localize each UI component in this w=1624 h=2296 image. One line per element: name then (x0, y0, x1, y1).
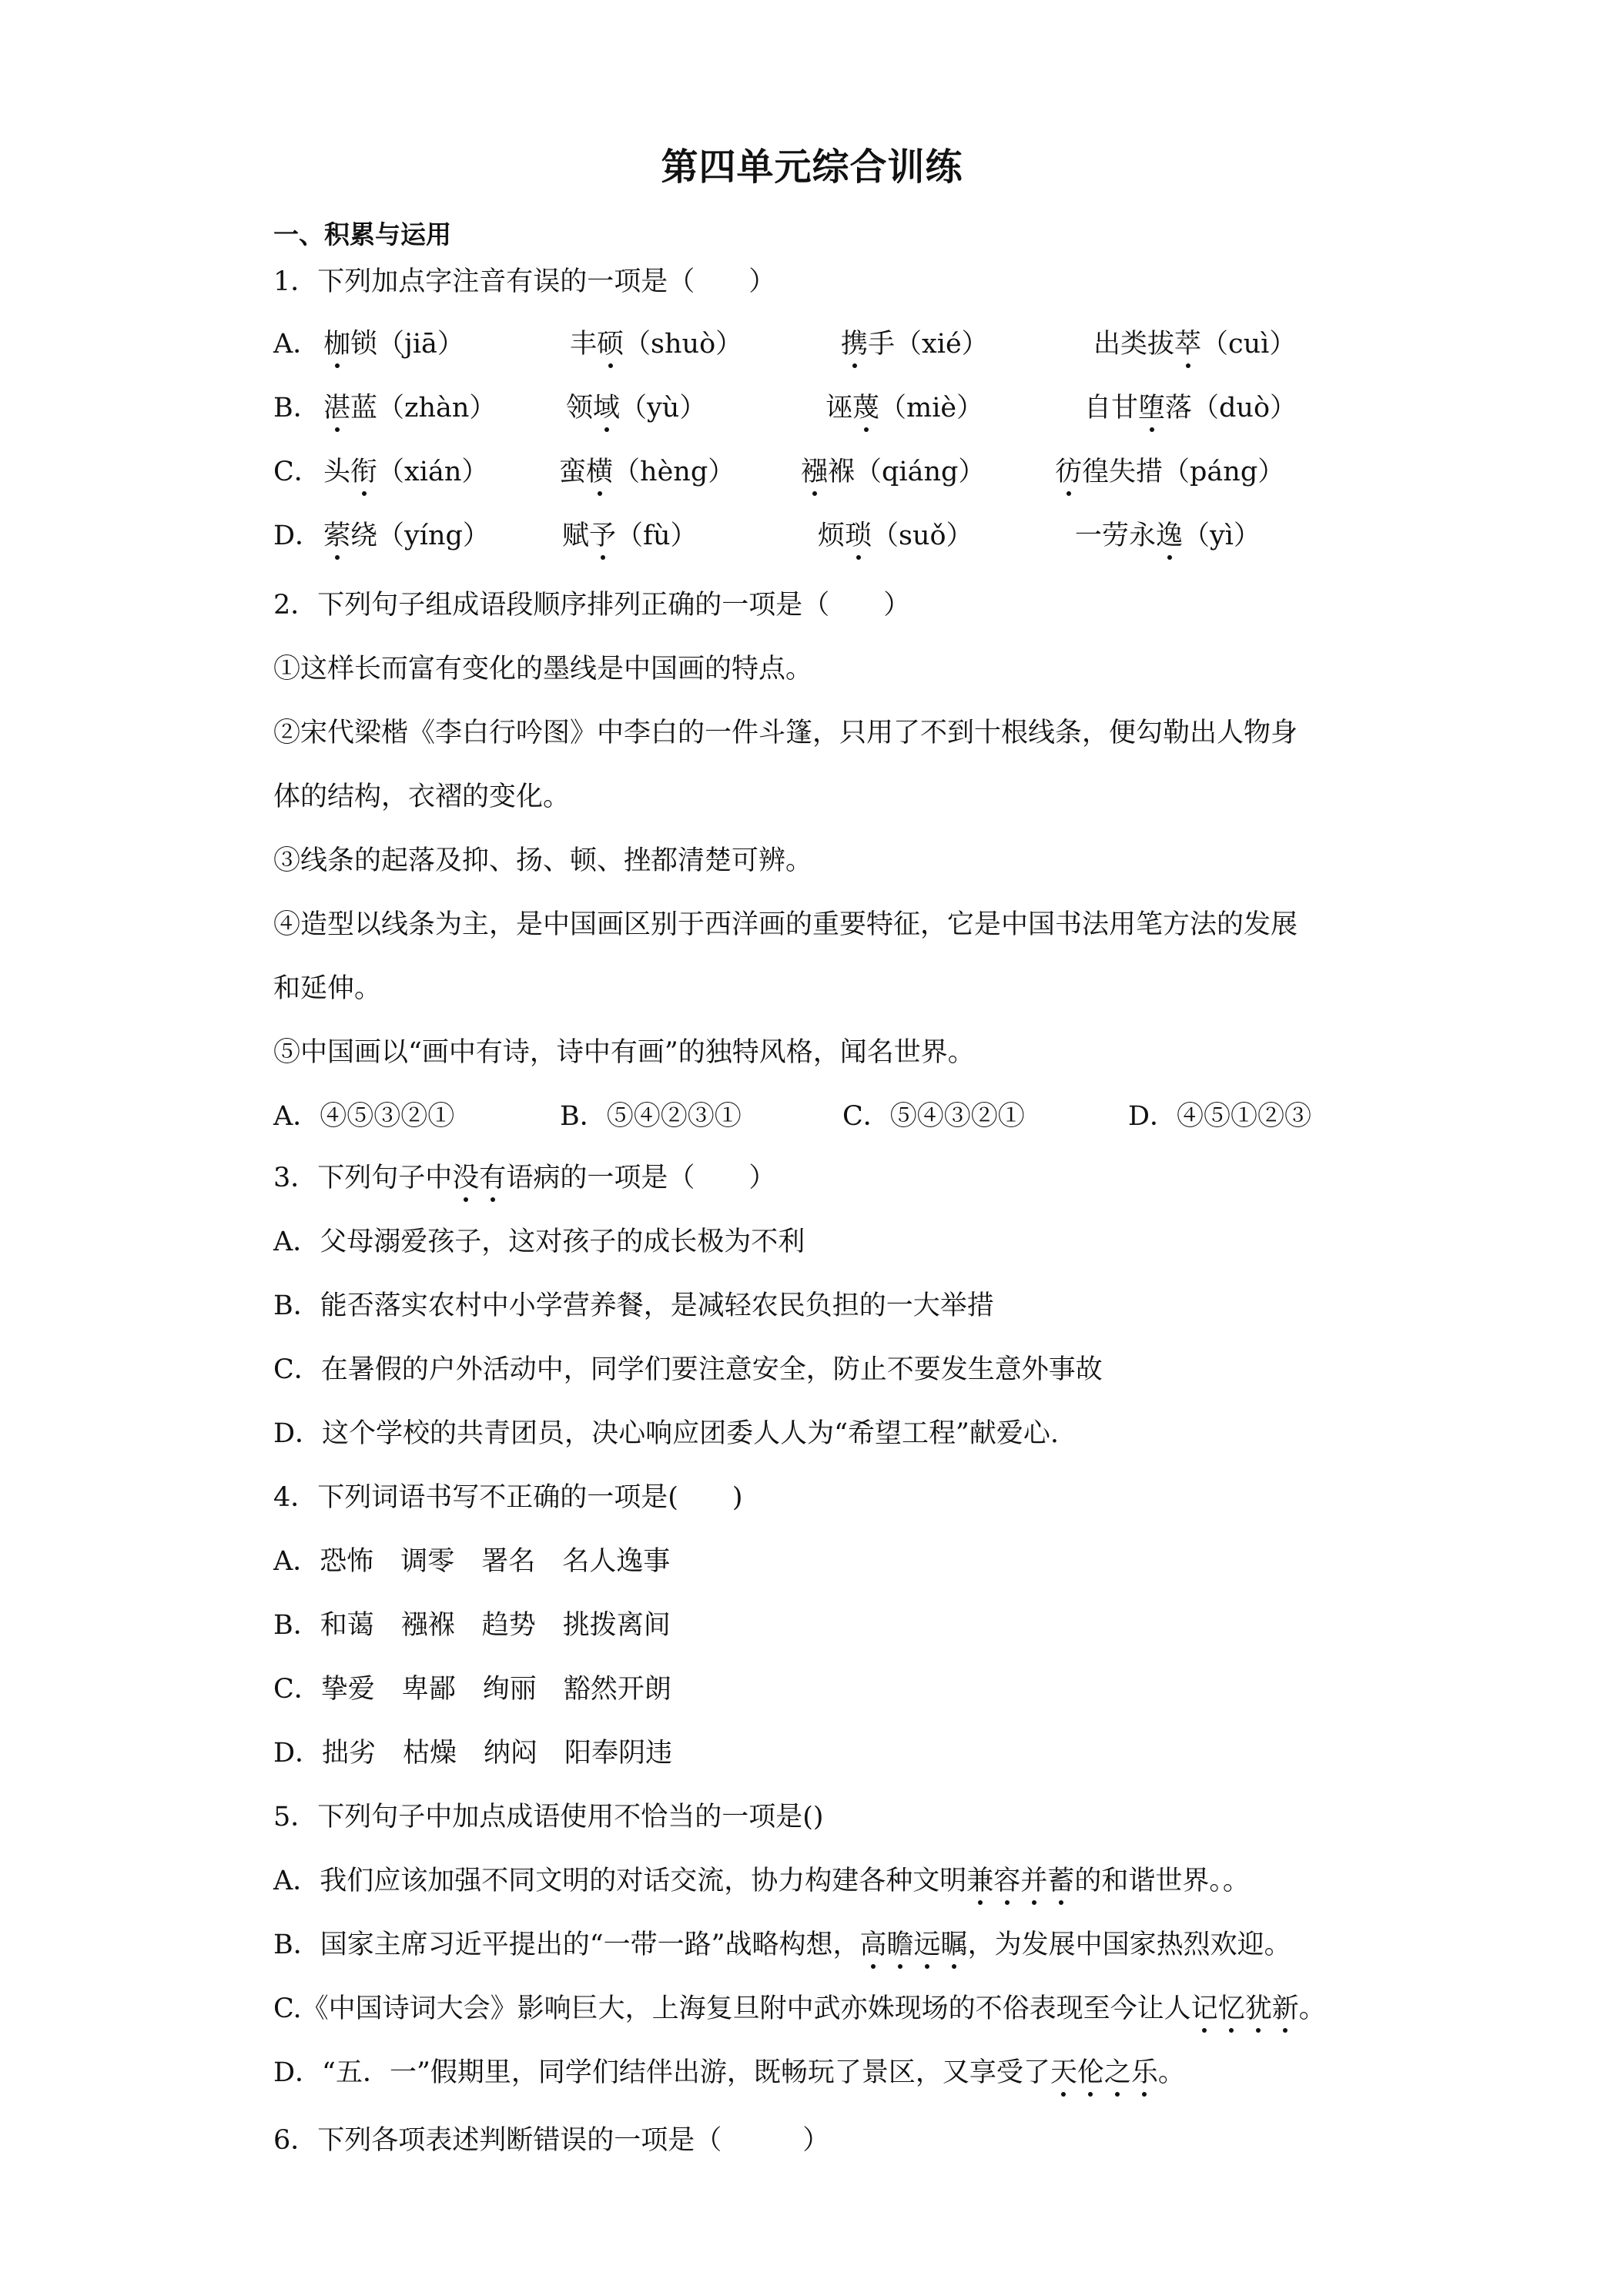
emphasis-dot-char: 之 (1103, 2057, 1131, 2088)
option-word: 湛蓝（zhàn） (323, 393, 497, 423)
question-4-option-b: B．和蔼 襁褓 趋势 挑拨离间 (273, 1610, 671, 1641)
question-5-option-d: D．“五．一”假期里，同学们结伴出游，既畅玩了景区，又享受了天伦之乐。 (273, 2057, 1185, 2088)
question-2-option-c: C．⑤④③②① (842, 1101, 1025, 1132)
option-label: B． (273, 393, 320, 423)
option-word: 丰硕（shuò） (570, 329, 743, 360)
question-2-sentence-1: ①这样长而富有变化的墨线是中国画的特点。 (273, 654, 813, 684)
emphasis-dot-char: 蓄 (1047, 1866, 1075, 1896)
option-word: 萦绕（yíng） (323, 520, 490, 551)
question-3-option-d: D．这个学校的共青团员，决心响应团委人人为“希望工程”献爱心. (273, 1418, 1059, 1449)
question-2-sentence-4-line-2: 和延伸。 (273, 973, 382, 1004)
question-2-sentence-5: ⑤中国画以“画中有诗，诗中有画”的独特风格，闻名世界。 (273, 1037, 975, 1068)
question-3-stem: 3．下列句子中没有语病的一项是（ ） (273, 1163, 776, 1193)
emphasis-dot-char: 予 (589, 520, 617, 551)
option-label: A． (273, 329, 320, 360)
question-3-option-b: B．能否落实农村中小学营养餐，是减轻农民负担的一大举措 (273, 1290, 994, 1321)
question-5-option-b: B．国家主席习近平提出的“一带一路”战略构想，高瞻远瞩，为发展中国家热烈欢迎。 (273, 1930, 1291, 1960)
emphasis-dot-char: 携 (841, 329, 869, 360)
question-5-stem: 5．下列句子中加点成语使用不恰当的一项是() (273, 1802, 824, 1832)
emphasis-dot-char: 湛 (323, 393, 351, 423)
question-1-stem: 1．下列加点字注音有误的一项是（ ） (273, 266, 776, 297)
emphasis-dot-char: 逸 (1156, 520, 1184, 551)
option-word: 出类拔萃（cuì） (1093, 329, 1297, 360)
emphasis-dot-char: 新 (1271, 1993, 1299, 2024)
option-word: 枷锁（jiā） (323, 329, 464, 360)
question-2-sentence-4-line-1: ④造型以线条为主，是中国画区别于西洋画的重要特征，它是中国书法用笔方法的发展 (273, 909, 1298, 940)
emphasis-dot-char: 天 (1050, 2057, 1077, 2088)
question-6-stem: 6．下列各项表述判断错误的一项是（ ） (273, 2125, 830, 2156)
option-word: 彷徨失措（páng） (1055, 457, 1285, 487)
emphasis-dot-char: 忆 (1217, 1993, 1245, 2024)
emphasis-dot-char: 瞻 (886, 1930, 914, 1960)
option-word: 赋予（fù） (562, 520, 698, 551)
emphasis-dot-char: 枷 (323, 329, 351, 360)
question-2-option-b: B．⑤④②③① (560, 1101, 742, 1132)
emphasis-dot-char: 蔑 (852, 393, 880, 423)
emphasis-dot-char: 襁 (801, 457, 829, 487)
option-word: 一劳永逸（yì） (1075, 520, 1261, 551)
section-heading: 一、积累与运用 (273, 219, 451, 249)
question-3-option-c: C．在暑假的户外活动中，同学们要注意安全，防止不要发生意外事故 (273, 1354, 1103, 1385)
emphasis-dot-char: 乐 (1130, 2057, 1158, 2088)
option-word: 领域（yù） (566, 393, 707, 423)
question-2-stem: 2．下列句子组成语段顺序排列正确的一项是（ ） (273, 590, 911, 621)
emphasis-dot-char: 萃 (1174, 329, 1202, 360)
option-word: 诬蔑（miè） (825, 393, 984, 423)
question-2-sentence-2-line-1: ②宋代梁楷《李白行吟图》中李白的一件斗篷，只用了不到十根线条，便勾勒出人物身 (273, 718, 1298, 748)
option-word: 襁褓（qiáng） (801, 457, 986, 487)
emphasis-dot-char: 高 (859, 1930, 887, 1960)
question-2-sentence-2-line-2: 体的结构，衣褶的变化。 (273, 782, 571, 812)
emphasis-dot-char: 琐 (845, 520, 872, 551)
emphasis-dot-char: 没 (452, 1163, 480, 1193)
option-word: 自甘堕落（duò） (1084, 393, 1298, 423)
question-4-option-d: D．拙劣 枯燥 纳闷 阳奉阴违 (273, 1738, 673, 1769)
emphasis-dot-char: 萦 (323, 520, 351, 551)
emphasis-dot-char: 伦 (1077, 2057, 1104, 2088)
option-word: 头衔（xián） (323, 457, 489, 487)
emphasis-dot-char: 兼 (966, 1866, 994, 1896)
emphasis-dot-char: 容 (993, 1866, 1021, 1896)
question-4-option-a: A．恐怖 调零 署名 名人逸事 (273, 1546, 671, 1577)
question-2-option-a: A．④⑤③②① (273, 1101, 455, 1132)
page-title: 第四单元综合训练 (661, 146, 963, 189)
option-word: 携手（xié） (841, 329, 989, 360)
emphasis-dot-char: 横 (586, 457, 614, 487)
option-word: 烦琐（suǒ） (818, 520, 973, 551)
emphasis-dot-char: 并 (1020, 1866, 1048, 1896)
emphasis-dot-char: 记 (1190, 1993, 1218, 2024)
emphasis-dot-char: 瞩 (940, 1930, 968, 1960)
question-2-sentence-3: ③线条的起落及抑、扬、顿、挫都清楚可辨。 (273, 845, 813, 876)
question-4-stem: 4．下列词语书写不正确的一项是( ) (273, 1482, 743, 1513)
emphasis-dot-char: 彷 (1055, 457, 1083, 487)
emphasis-dot-char: 犹 (1244, 1993, 1272, 2024)
emphasis-dot-char: 有 (479, 1163, 507, 1193)
option-label: C． (273, 457, 321, 487)
emphasis-dot-char: 衔 (350, 457, 378, 487)
question-5-option-a: A．我们应该加强不同文明的对话交流，协力构建各种文明兼容并蓄的和谐世界。。 (273, 1866, 1250, 1896)
emphasis-dot-char: 硕 (597, 329, 624, 360)
question-4-option-c: C．挚爱 卑鄙 绚丽 豁然开朗 (273, 1674, 671, 1705)
emphasis-dot-char: 堕 (1138, 393, 1166, 423)
question-5-option-c: C.《中国诗词大会》影响巨大，上海复旦附中武亦姝现场的不俗表现至今让人记忆犹新。 (273, 1993, 1326, 2024)
question-2-option-d: D．④⑤①②③ (1128, 1101, 1312, 1132)
question-3-option-a: A．父母溺爱孩子，这对孩子的成长极为不利 (273, 1227, 805, 1257)
option-label: D． (273, 520, 323, 551)
emphasis-dot-char: 远 (913, 1930, 941, 1960)
emphasis-dot-char: 域 (593, 393, 621, 423)
option-word: 蛮横（hèng） (559, 457, 735, 487)
